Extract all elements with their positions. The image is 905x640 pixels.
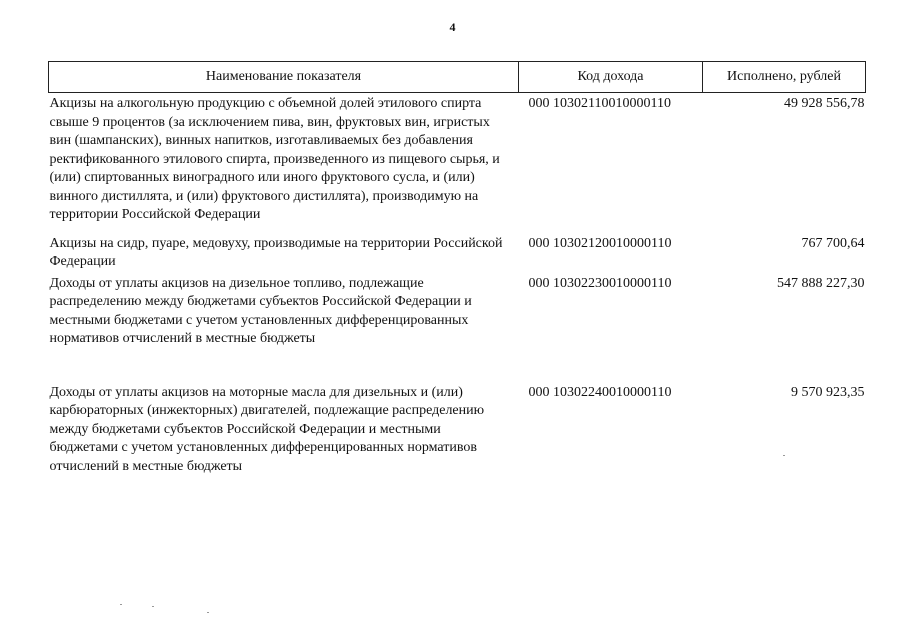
indicator-name: Акцизы на алкогольную продукцию с объемной долей этилового спирта свыше 9 процентов (за исключением пива, вин, фруктовых вин, игристых вин (шампанских), винных напитков, изготавливаемых без добавления ректификованного этилового спирта, произведенного из пищевого сырья, и (или) спиртованных виноградного или иного фруктового сусла, и (или) винного дистиллята, и (или) фруктового дистиллята), производимую на территории Российской Федерации: [49, 96, 500, 222]
header-executed-amount: Исполнено, рублей: [703, 62, 866, 93]
page-number: 4: [449, 20, 456, 34]
scan-speck: [152, 606, 154, 607]
executed-amount: 547 888 227,30: [777, 275, 865, 291]
header-revenue-code: Код дохода: [519, 62, 703, 93]
scan-speck: [207, 612, 209, 613]
executed-amount: 49 928 556,78: [784, 96, 865, 111]
table-row: [49, 272, 866, 384]
indicator-name: Акцизы на сидр, пуаре, медовуху, производимые на территории Российской Федерации: [49, 235, 503, 269]
revenue-code: 000 10302110010000110: [528, 96, 671, 111]
revenue-code: 000 10302230010000110: [528, 275, 672, 291]
revenue-table: [48, 61, 866, 476]
revenue-code: 000 10302240010000110: [528, 384, 672, 400]
revenue-code: 000 10302120010000110: [528, 235, 672, 251]
table-row: [49, 384, 866, 477]
table-header-row: [49, 62, 866, 93]
table-row: [49, 235, 866, 272]
table-row: [49, 93, 866, 235]
indicator-name: Доходы от уплаты акцизов на моторные масла для дизельных и (или) карбюраторных (инжекторных) двигателей, подлежащие распределению между бюджетами субъектов Российской Федерации и местными бюджетами с учетом установленных дифференцированных нормативов отчислений в местные бюджеты: [49, 384, 485, 474]
executed-amount: 9 570 923,35: [791, 384, 865, 400]
header-indicator-name: Наименование показателя: [49, 62, 519, 93]
executed-amount: 767 700,64: [801, 235, 865, 251]
scan-speck: [120, 604, 122, 605]
indicator-name: Доходы от уплаты акцизов на дизельное топливо, подлежащие распределению между бюджетами субъектов Российской Федерации и местными бюджетами с учетом установленных дифференцированных нормативов отчислений в местные бюджеты: [49, 275, 472, 346]
scan-speck: [783, 455, 785, 456]
